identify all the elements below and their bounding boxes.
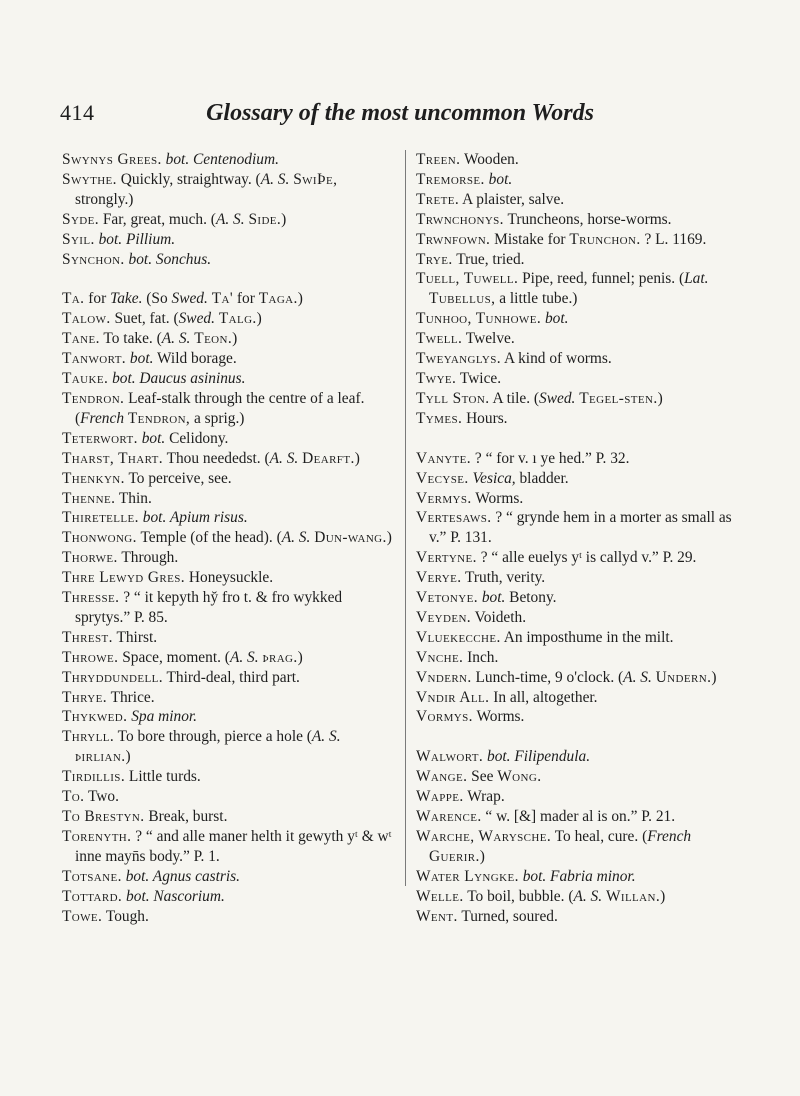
definition-text: True, tried. [452, 250, 525, 268]
definition-text: Thin. [115, 489, 152, 507]
glossary-entry [416, 389, 745, 409]
definition-text: Wrap. [463, 788, 505, 806]
glossary-entry [416, 489, 745, 509]
headword: Guerir. [429, 847, 480, 865]
headword: Tuell, Tuwell. [416, 270, 519, 288]
headword: Willan. [605, 887, 661, 905]
glossary-entry [62, 150, 397, 170]
glossary-entry [416, 369, 745, 389]
definition-text: “ w. [&] mader al is on.” P. 21. [481, 808, 676, 826]
glossary-entry [62, 429, 397, 449]
glossary-entry [62, 289, 397, 309]
headword: Tottard. [62, 887, 123, 905]
italic-term: bot. [141, 429, 166, 447]
headword: Vnche. [416, 648, 464, 666]
definition-text: ? “ grynde hem in a morter as small as v.” P. 131. [429, 509, 732, 547]
headword: Verye. [416, 569, 462, 587]
headword: Ta. [62, 290, 85, 308]
headword: Walwort. [416, 748, 484, 766]
glossary-entry [62, 469, 397, 489]
italic-term: bot. Agnus castris. [125, 867, 241, 885]
headword: Warche, Warysche. [416, 828, 552, 845]
headword: Swythe. [62, 170, 117, 188]
definition-text: Quickly, straightway. ( [116, 170, 261, 188]
definition-text: Truth, verity. [461, 569, 546, 587]
glossary-entry [416, 887, 745, 907]
italic-term: Swed. [171, 290, 208, 308]
glossary-column-right [405, 150, 745, 925]
definition-text: A kind of worms. [501, 350, 612, 368]
definition-text: (So [142, 290, 172, 308]
definition-text: Temple (of the head). ( [136, 529, 282, 547]
definition-text: Wild borage. [153, 350, 237, 368]
glossary-entry [416, 648, 745, 668]
headword: Tendron, [127, 409, 191, 427]
definition-text: a little tube.) [495, 290, 578, 308]
definition-text: Third-deal, third part. [162, 668, 300, 686]
headword: Taga. [258, 290, 298, 308]
definition-text: Two. [84, 788, 119, 806]
italic-term: A. S. [281, 529, 311, 547]
definition-text: for [84, 290, 111, 308]
definition-text: A plaister, salve. [459, 190, 565, 208]
glossary-entry [62, 827, 397, 867]
definition-text: Pipe, reed, funnel; penis. ( [518, 270, 685, 288]
glossary-entry [62, 688, 397, 708]
headword: Thorwe. [62, 549, 118, 567]
headword: Welle. [416, 887, 464, 905]
glossary-entry [62, 628, 397, 648]
definition-text: Thou neededst. ( [163, 449, 270, 467]
definition-text: Mistake for [490, 230, 570, 248]
headword: Ta' [211, 290, 234, 308]
definition-text: Inch. [463, 648, 499, 666]
italic-term: bot. [488, 170, 513, 188]
glossary-entry [62, 250, 397, 270]
glossary-entry [416, 608, 745, 628]
headword: Trwnchonys. [416, 210, 504, 228]
headword: Syde. [62, 210, 100, 228]
headword: Wappe. [416, 788, 464, 806]
glossary-entry [416, 707, 745, 727]
definition-text: ) [386, 529, 392, 547]
italic-term: bot. Filipendula. [487, 748, 591, 766]
definition-text: Worms. [472, 708, 525, 726]
headword: Warence. [416, 808, 482, 826]
headword: To Brestyn. [62, 808, 145, 825]
headword: Treen. [416, 151, 461, 168]
headword: Dun-wang. [314, 529, 387, 547]
headword: Thrye. [62, 688, 107, 706]
definition-text: Space, moment. ( [118, 648, 230, 666]
headword: Trwnfown. [416, 230, 491, 248]
glossary-entry [416, 449, 745, 469]
glossary-entry [62, 528, 397, 548]
headword: Trete. [416, 190, 460, 208]
italic-term: A. S. [269, 449, 299, 467]
headword: Tremorse. [416, 170, 485, 188]
headword: Tubellus, [429, 290, 496, 308]
glossary-entry [62, 767, 397, 787]
glossary-entry [62, 867, 397, 887]
italic-term: bot. [544, 310, 569, 328]
headword: Vndir All. [416, 688, 490, 706]
headword: Thryddundell. [62, 668, 163, 686]
definition-text: In all, altogether. [489, 688, 598, 706]
headword: Totsane. [62, 867, 122, 885]
italic-term: A. S. [573, 887, 603, 905]
glossary-entry [62, 508, 397, 528]
headword: Wange. [416, 768, 468, 786]
italic-term: Vesica, [472, 469, 516, 487]
definition-text: ) [297, 290, 303, 308]
definition-text: An imposthume in the milt. [500, 628, 674, 646]
definition-text: Far, great, much. ( [99, 210, 216, 228]
glossary-entry [62, 568, 397, 588]
glossary-entry [416, 688, 745, 708]
definition-text: strongly.) [75, 190, 134, 208]
definition-text: Worms. [471, 489, 524, 507]
headword: Talow. [62, 310, 111, 328]
definition-text: ) [125, 748, 131, 766]
definition-text: ) [297, 648, 303, 666]
definition-text: ) [354, 449, 360, 467]
headword: Tane. [62, 330, 100, 348]
glossary-entry [416, 269, 745, 309]
definition-text: ) [256, 310, 262, 328]
italic-term: French [647, 828, 692, 845]
glossary-entry [62, 707, 397, 727]
definition-text: ? L. 1169. [640, 230, 707, 248]
glossary-entry [416, 568, 745, 588]
headword: Tendron. [62, 389, 125, 407]
headword: Teon. [194, 330, 233, 348]
italic-term: bot. Nascorium. [126, 887, 225, 905]
headword: Wong. [497, 768, 542, 786]
headword: SwiÞe, [293, 170, 338, 188]
headword: Vormys. [416, 708, 473, 726]
headword: Tyll Ston. [416, 389, 490, 407]
italic-term: bot. Sonchus. [128, 250, 212, 268]
headword: Vndern. [416, 668, 472, 686]
definition-text: To perceive, see. [124, 469, 232, 487]
headword: Side. [248, 210, 282, 228]
definition-text: ) [660, 887, 666, 905]
glossary-entry [62, 548, 397, 568]
headword: Synchon. [62, 250, 125, 268]
definition-text: To heal, cure. ( [551, 828, 648, 845]
glossary-entry [416, 190, 745, 210]
glossary-entry [62, 787, 397, 807]
glossary-entry [416, 329, 745, 349]
headword: Thonwong. [62, 529, 137, 547]
headword: Throwe. [62, 648, 119, 666]
definition-text: Hours. [462, 409, 508, 427]
italic-term: Swed. [178, 310, 215, 328]
headword: Twye. [416, 369, 457, 387]
headword: Went. [416, 907, 458, 925]
glossary-entry [416, 628, 745, 648]
definition-text: for [233, 290, 259, 308]
italic-term: A. S. [161, 330, 191, 348]
glossary-entry [62, 648, 397, 668]
headword: Tauke. [62, 370, 109, 388]
glossary-entry [416, 767, 745, 787]
glossary-entry [62, 210, 397, 230]
headword: Vetonye. [416, 589, 478, 607]
headword: Swynys Grees. [62, 151, 162, 168]
definition-text: Honeysuckle. [185, 569, 274, 587]
headword: Talg. [218, 310, 257, 328]
definition-text: Twice. [456, 369, 502, 387]
italic-term: bot. [481, 589, 506, 607]
glossary-entry [416, 309, 745, 329]
italic-term: Lat. [684, 270, 709, 288]
glossary-entry [416, 508, 745, 548]
italic-term: bot. Fabria minor. [522, 867, 636, 885]
headword: Trye. [416, 250, 453, 268]
headword: Vertesaws. [416, 509, 492, 527]
glossary-column-left [62, 150, 397, 926]
glossary-entry [416, 867, 745, 887]
glossary-entry [62, 668, 397, 688]
page-header [60, 100, 740, 140]
glossary-entry [416, 170, 745, 190]
headword: Towe. [62, 907, 103, 925]
glossary-entry [416, 469, 745, 489]
italic-term: Take. [110, 290, 143, 308]
italic-term: bot. Centenodium. [165, 151, 279, 168]
glossary-entry [62, 309, 397, 329]
headword: Tweyanglys. [416, 350, 501, 368]
definition-text: Truncheons, horse-worms. [503, 210, 672, 228]
glossary-entry [62, 349, 397, 369]
italic-term: Swed. [539, 389, 576, 407]
headword: Tegel-sten. [579, 389, 658, 407]
glossary-entry [62, 449, 397, 469]
headword: Syil. [62, 230, 95, 248]
headword: Thiretelle. [62, 509, 139, 527]
definition-text: Twelve. [462, 330, 515, 348]
headword: Thykwed. [62, 708, 128, 726]
headword: Dearft. [302, 449, 355, 467]
definition-text: Lunch-time, 9 o'clock. ( [471, 668, 624, 686]
glossary-entry [62, 887, 397, 907]
headword: Trunchon. [569, 230, 641, 248]
running-title: Glossary of the most uncommon Words [206, 100, 594, 126]
italic-term: French [80, 409, 125, 427]
headword: Tharst, Thart. [62, 449, 164, 467]
definition-text: Suet, fat. ( [110, 310, 179, 328]
headword: Twell. [416, 330, 463, 348]
section-gap [416, 727, 745, 747]
glossary-entry [416, 150, 745, 170]
glossary-entry [62, 369, 397, 389]
definition-text: ) [479, 847, 485, 865]
definition-text: ? “ alle euelys yᵗ is callyd v.” P. 29. [476, 549, 697, 567]
headword: To. [62, 788, 85, 806]
definition-text: Celidony. [165, 429, 229, 447]
definition-text: Thirst. [112, 628, 158, 646]
headword: þirlian. [75, 748, 126, 766]
glossary-entry [416, 907, 745, 927]
headword: Vertyne. [416, 549, 477, 567]
headword: Tunhoo, Tunhowe. [416, 310, 542, 328]
definition-text: Tough. [102, 907, 149, 925]
glossary-entry [416, 747, 745, 767]
definition-text: To bore through, pierce a hole ( [114, 728, 312, 746]
glossary-entry [416, 588, 745, 608]
headword: Undern. [655, 668, 712, 686]
headword: Tanwort. [62, 350, 127, 368]
headword: Vluekecche. [416, 628, 501, 646]
headword: Vanyte. [416, 449, 472, 467]
section-gap [416, 429, 745, 449]
headword: Veyden. [416, 608, 472, 626]
headword: Vermys. [416, 489, 472, 507]
glossary-entry [416, 210, 745, 230]
italic-term: bot. Pillium. [98, 230, 176, 248]
definition-text: To take. ( [99, 330, 162, 348]
glossary-entry [416, 409, 745, 429]
definition-text: Leaf-stalk through the centre of a leaf. ( [75, 389, 365, 427]
headword: Torenyth. [62, 827, 132, 845]
glossary-entry [62, 588, 397, 628]
page-number: 414 [60, 100, 95, 125]
glossary-entry [416, 807, 745, 827]
glossary-entry [416, 349, 745, 369]
italic-term: A. S. [260, 170, 290, 188]
definition-text: ) [281, 210, 287, 228]
definition-text: ? “ and alle maner helth it gewyth yᵗ & wᵗ inne mayn̄s body.” P. 1. [75, 827, 392, 865]
glossary-entry [62, 170, 397, 210]
italic-term: bot. [129, 350, 154, 368]
headword: Thenne. [62, 489, 116, 507]
definition-text: See [467, 768, 498, 786]
definition-text: Break, burst. [144, 808, 228, 825]
definition-text: A tile. ( [489, 389, 540, 407]
glossary-entry [62, 907, 397, 927]
definition-text: ) [657, 389, 663, 407]
section-gap [62, 269, 397, 289]
glossary-entry [62, 727, 397, 767]
headword: Thryll. [62, 728, 115, 746]
headword: Water Lyngke. [416, 867, 519, 885]
italic-term: A. S. [311, 728, 341, 746]
glossary-entry [62, 389, 397, 429]
glossary-entry [416, 787, 745, 807]
glossary-entry [62, 329, 397, 349]
headword: Tirdillis. [62, 768, 126, 786]
headword: Teterwort. [62, 429, 138, 447]
definition-text: Turned, soured. [457, 907, 558, 925]
italic-term: A. S. [229, 648, 259, 666]
italic-term: A. S. [215, 210, 245, 228]
headword: Thre Lewyd Gres. [62, 569, 186, 587]
glossary-entry [62, 489, 397, 509]
definition-text: ? “ for v. ı ye hed.” P. 32. [471, 449, 630, 467]
italic-term: bot. Daucus asininus. [112, 370, 246, 388]
definition-text: Voideth. [471, 608, 527, 626]
definition-text: Little turds. [125, 768, 201, 786]
definition-text: Wooden. [460, 151, 519, 168]
glossary-entry [416, 230, 745, 250]
glossary-entry [416, 668, 745, 688]
glossary-entry [416, 548, 745, 568]
definition-text: ) [711, 668, 717, 686]
headword: þrag. [262, 648, 298, 666]
definition-text: ) [232, 330, 238, 348]
definition-text: Through. [117, 549, 179, 567]
definition-text: Betony. [505, 589, 557, 607]
italic-term: Spa minor. [131, 708, 198, 726]
glossary-entry [62, 230, 397, 250]
headword: Thenkyn. [62, 469, 125, 487]
italic-term: A. S. [623, 668, 652, 686]
definition-text: Thrice. [107, 688, 155, 706]
glossary-entry [62, 807, 397, 827]
headword: Thresse. [62, 589, 120, 607]
definition-text: bladder. [515, 469, 569, 487]
glossary-entry [416, 250, 745, 270]
glossary-entry [416, 827, 745, 867]
definition-text: a sprig.) [190, 409, 245, 427]
italic-term: bot. Apium risus. [142, 509, 248, 527]
definition-text: To boil, bubble. ( [463, 887, 574, 905]
definition-text: ? “ it kepyth hy̆ fro t. & fro wykked sprytys.” P. 85. [75, 589, 343, 626]
headword: Threst. [62, 628, 113, 646]
headword: Tymes. [416, 409, 463, 427]
headword: Vecyse. [416, 469, 469, 487]
